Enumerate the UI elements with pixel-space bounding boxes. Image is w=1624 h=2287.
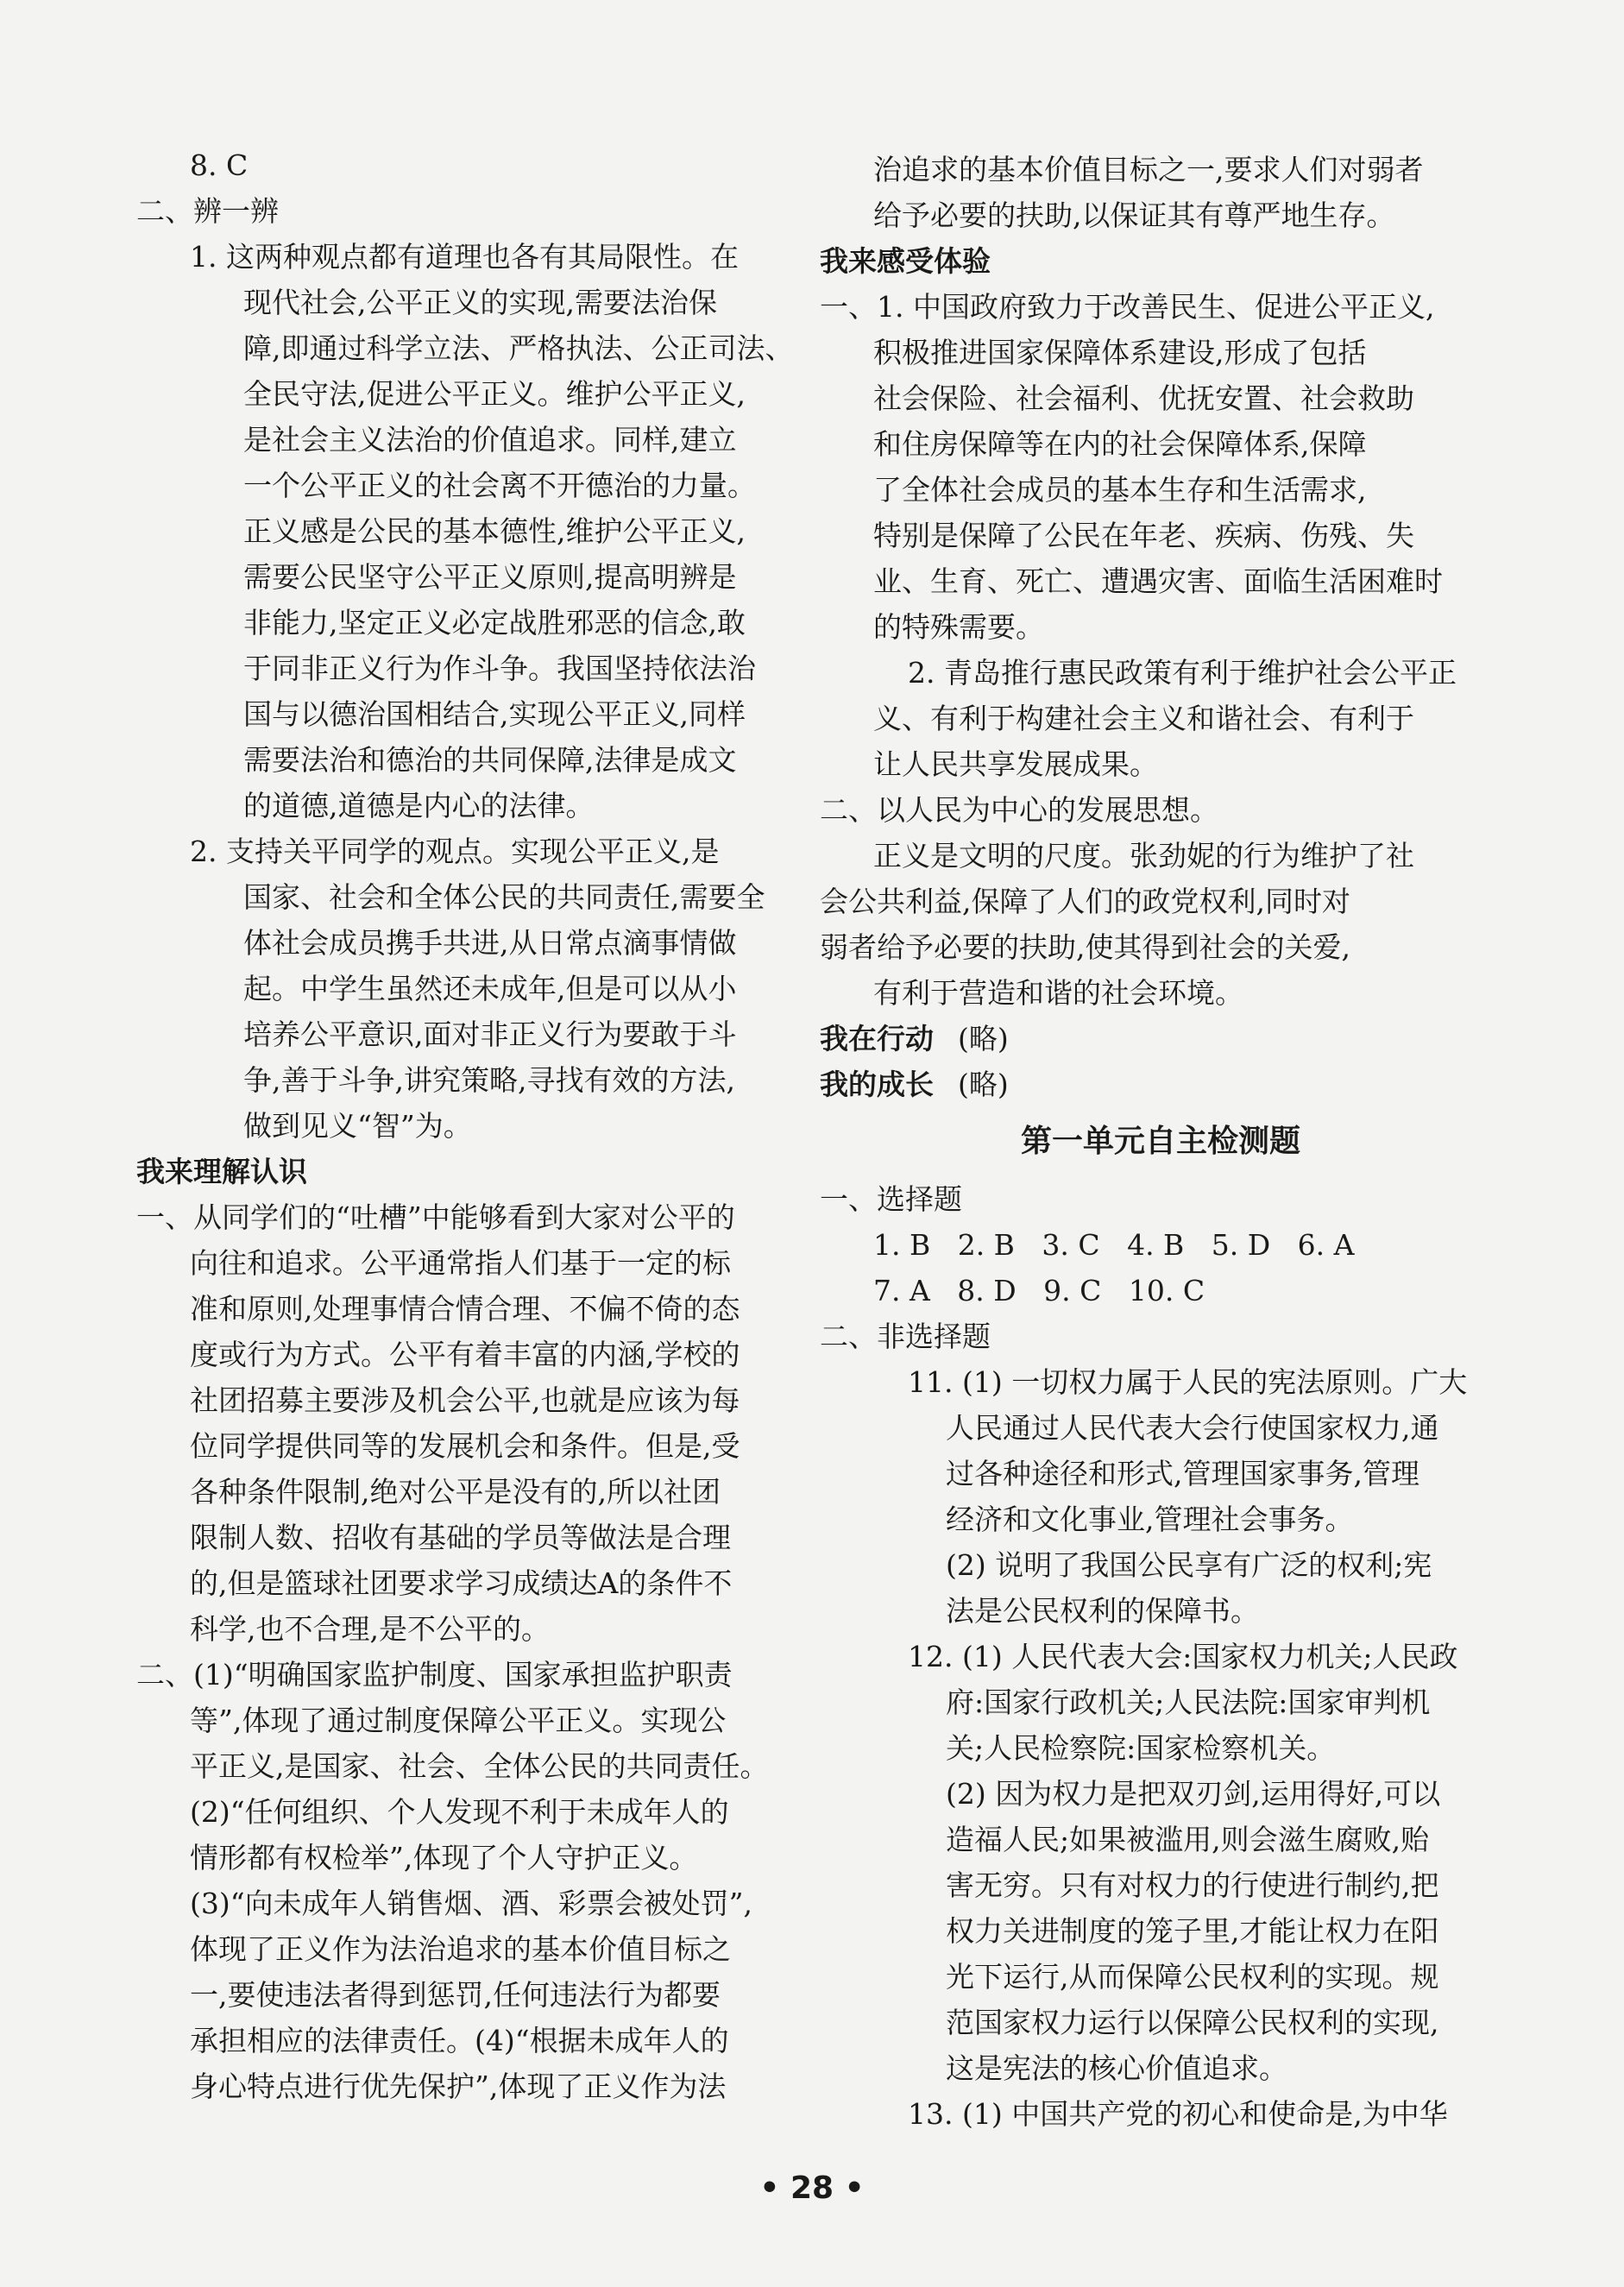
text-line [136,1698,818,1743]
text-line [820,1405,1501,1451]
line-text: 情形都有权检举”,体现了个人守护正义。 [190,1841,698,1874]
line-text: 特别是保障了公民在年老、疾病、伤残、失 [873,519,1414,552]
line-text: 义、有利于构建社会主义和谐社会、有利于 [873,702,1414,735]
text-line [136,1789,818,1835]
text-line [136,463,818,508]
line-text: 8. C [190,148,249,182]
line-text: (2) 说明了我国公民享有广泛的权利;宪 [946,1548,1432,1582]
text-line [820,1222,1501,1268]
text-line [136,1240,818,1286]
line-text: 过各种途径和形式,管理国家事务,管理 [946,1457,1419,1490]
text-line [136,1560,818,1606]
text-line [820,1542,1501,1588]
text-line [820,1634,1501,1679]
text-line [136,874,818,920]
line-text: 非能力,坚定正义必定战胜邪恶的信念,敢 [243,606,746,639]
line-text: 现代社会,公平正义的实现,需要法治保 [243,286,717,319]
text-line [136,234,818,280]
heading-text: 我来理解认识 [136,1155,307,1188]
text-line [820,833,1501,879]
text-line [136,1103,818,1149]
text-line [820,192,1501,238]
text-line [820,1496,1501,1542]
line-text: 承担相应的法律责任。(4)“根据未成年人的 [190,2024,729,2057]
line-text: 做到见义“智”为。 [243,1109,472,1143]
text-line [136,554,818,600]
text-line [820,147,1501,192]
line-text: 等”,体现了通过制度保障公平正义。实现公 [190,1704,727,1737]
line-text: 给予必要的扶助,以保证其有尊严地生存。 [873,198,1395,232]
line-text: 经济和文化事业,管理社会事务。 [946,1503,1354,1536]
text-line [820,2045,1501,2091]
section-title-text: 第一单元自主检测题 [1020,1124,1300,1159]
text-line [136,1194,818,1240]
line-text: 身心特点进行优先保护”,体现了正义作为法 [190,2070,727,2103]
text-line [820,421,1501,467]
text-line [136,966,818,1011]
text-line [136,920,818,966]
text-line [820,970,1501,1016]
heading-text: 我来感受体验 [820,244,991,278]
line-text: 府:国家行政机关;人民法院:国家审判机 [946,1685,1431,1719]
text-line [820,467,1501,513]
line-text: 业、生育、死亡、遭遇灾害、面临生活困难时 [873,564,1443,598]
text-line [820,284,1501,330]
line-text: 一、选择题 [820,1182,962,1216]
line-text: 弱者给予必要的扶助,使其得到社会的关爱, [820,930,1350,964]
line-text: 二、(1)“明确国家监护制度、国家承担监护职责 [136,1658,733,1692]
line-text: 一个公平正义的社会离不开德治的力量。 [243,469,756,502]
text-line [136,600,818,646]
text-line [136,1881,818,1926]
line-text: 二、以人民为中心的发展思想。 [820,793,1218,827]
line-text: 7. A 8. D 9. C 10. C [873,1274,1205,1307]
line-text: 培养公平意识,面对非正义行为要敢于斗 [243,1017,737,1051]
line-text: 国家、社会和全体公民的共同责任,需要全 [243,880,765,914]
text-line [820,1908,1501,1954]
text-line [136,508,818,554]
line-text: 权力关进制度的笼子里,才能让权力在阳 [946,1914,1439,1948]
line-text: 度或行为方式。公平有着丰富的内涵,学校的 [190,1338,740,1371]
heading-text: 我在行动 [820,1022,934,1055]
text-line [820,1359,1501,1405]
line-text: 科学,也不合理,是不公平的。 [190,1612,550,1646]
line-text: 光下运行,从而保障公民权利的实现。规 [946,1960,1439,1994]
line-text: 国与以德治国相结合,实现公平正义,同样 [243,697,746,731]
line-text: 2. 青岛推行惠民政策有利于维护社会公平正 [908,656,1457,690]
line-text: 害无穷。只有对权力的行使进行制约,把 [946,1868,1439,1902]
text-line [820,558,1501,604]
section-heading [820,238,1501,284]
line-text: 体现了正义作为法治追求的基本价值目标之 [190,1932,731,1966]
text-line [136,1606,818,1652]
text-line [820,1771,1501,1817]
text-line [820,787,1501,833]
line-text: 一,要使违法者得到惩罚,任何违法行为都要 [190,1978,721,2012]
text-line [820,513,1501,558]
text-line [136,828,818,874]
text-line [136,737,818,783]
text-line [820,741,1501,787]
section-heading [820,1062,1501,1107]
line-text: 争,善于斗争,讲究策略,寻找有效的方法, [243,1063,735,1097]
text-line [136,646,818,691]
text-line [820,696,1501,741]
text-line [820,1176,1501,1222]
text-line [820,879,1501,924]
text-line [136,1332,818,1377]
line-text: 有利于营造和谐的社会环境。 [873,976,1243,1010]
line-text: 2. 支持关平同学的观点。实现公平正义,是 [190,835,720,868]
text-line [136,1057,818,1103]
text-line [820,2091,1501,2137]
line-text: 积极推进国家保障体系建设,形成了包括 [873,336,1367,369]
text-line [820,375,1501,421]
text-line [136,1423,818,1469]
right-column [820,147,1501,2137]
line-text: 起。中学生虽然还未成年,但是可以从小 [243,972,737,1005]
text-line [136,1835,818,1881]
line-text: (3)“向未成年人销售烟、酒、彩票会被处罚”, [190,1887,752,1920]
text-line [136,1743,818,1789]
text-line [820,1314,1501,1359]
line-text: 一、1. 中国政府致力于改善民生、促进公平正义, [820,290,1435,324]
omitted-note: (略) [958,1068,1009,1101]
text-line [136,1286,818,1332]
line-text: 范国家权力运行以保障公民权利的实现, [946,2006,1439,2039]
line-text: 体社会成员携手共进,从日常点滴事情做 [243,926,737,960]
line-text: 全民守法,促进公平正义。维护公平正义, [243,377,746,411]
text-line [136,1377,818,1423]
text-line [136,1011,818,1057]
section-heading [136,1149,818,1194]
text-line [136,142,818,188]
line-text: 治追求的基本价值目标之一,要求人们对弱者 [873,153,1424,186]
line-text: 准和原则,处理事情合情合理、不偏不倚的态 [190,1292,740,1326]
text-line [136,1972,818,2018]
line-text: 让人民共享发展成果。 [873,747,1158,781]
text-line [136,417,818,463]
line-text: 平正义,是国家、社会、全体公民的共同责任。 [190,1749,769,1783]
section-heading [820,1016,1501,1062]
text-line [136,1515,818,1560]
text-line [136,371,818,417]
text-line [820,1588,1501,1634]
line-text: 向往和追求。公平通常指人们基于一定的标 [190,1246,731,1280]
line-text: 人民通过人民代表大会行使国家权力,通 [946,1411,1439,1445]
line-text: 需要公民坚守公平正义原则,提高明辨是 [243,560,737,594]
line-text: 正义感是公民的基本德性,维护公平正义, [243,514,746,548]
line-text: 限制人数、招收有基础的学员等做法是合理 [190,1521,731,1554]
page-number: • 28 • [759,2170,865,2206]
line-text: (2) 因为权力是把双刃剑,运用得好,可以 [946,1777,1441,1811]
line-text: 法是公民权利的保障书。 [946,1594,1259,1628]
line-text: 造福人民;如果被滥用,则会滋生腐败,贻 [946,1823,1430,1856]
text-line [820,1862,1501,1908]
text-line [136,1652,818,1698]
text-line [820,924,1501,970]
line-text: 的特殊需要。 [873,610,1044,644]
line-text: 的道德,道德是内心的法律。 [243,789,595,822]
text-line [820,650,1501,696]
text-line [820,330,1501,375]
text-line [820,1679,1501,1725]
text-line [820,1725,1501,1771]
line-text: 各种条件限制,绝对公平是没有的,所以社团 [190,1475,721,1509]
text-line [820,2000,1501,2045]
line-text: 于同非正义行为作斗争。我国坚持依法治 [243,652,756,685]
text-line [136,1469,818,1515]
line-text: (2)“任何组织、个人发现不利于未成年人的 [190,1795,729,1829]
line-text: 11. (1) 一切权力属于人民的宪法原则。广大 [908,1365,1468,1399]
line-text: 会公共利益,保障了人们的政党权利,同时对 [820,885,1350,918]
text-line [136,2018,818,2063]
line-text: 1. 这两种观点都有道理也各有其局限性。在 [190,240,739,274]
line-text: 一、从同学们的“吐槽”中能够看到大家对公平的 [136,1200,735,1234]
line-text: 社会保险、社会福利、优抚安置、社会救助 [873,381,1414,415]
line-text: 二、辨一辨 [136,194,279,228]
text-line [820,604,1501,650]
left-column [136,142,818,2109]
line-text: 关;人民检察院:国家检察机关。 [946,1731,1336,1765]
text-line [820,1451,1501,1496]
line-text: 和住房保障等在内的社会保障体系,保障 [873,427,1367,461]
text-line [136,1926,818,1972]
text-line [820,1268,1501,1314]
heading-text: 我的成长 [820,1068,934,1101]
line-text: 了全体社会成员的基本生存和生活需求, [873,473,1367,507]
section-title [820,1107,1501,1176]
text-line [136,783,818,828]
omitted-note: (略) [958,1022,1009,1055]
text-line [820,1817,1501,1862]
line-text: 正义是文明的尺度。张劲妮的行为维护了社 [873,839,1414,873]
text-line [136,325,818,371]
line-text: 的,但是篮球社团要求学习成绩达A的条件不 [190,1566,733,1600]
line-text: 12. (1) 人民代表大会:国家权力机关;人民政 [908,1640,1458,1673]
text-line [136,691,818,737]
text-line [136,188,818,234]
text-line [136,280,818,325]
text-line [136,2063,818,2109]
line-text: 需要法治和德治的共同保障,法律是成文 [243,743,737,777]
line-text: 位同学提供同等的发展机会和条件。但是,受 [190,1429,740,1463]
line-text: 这是宪法的核心价值追求。 [946,2051,1287,2085]
line-text: 社团招募主要涉及机会公平,也就是应该为每 [190,1383,740,1417]
line-text: 二、非选择题 [820,1320,991,1353]
line-text: 1. B 2. B 3. C 4. B 5. D 6. A [873,1228,1355,1262]
line-text: 13. (1) 中国共产党的初心和使命是,为中华 [908,2097,1448,2131]
line-text: 障,即通过科学立法、严格执法、公正司法、 [243,331,794,365]
text-line [820,1954,1501,2000]
line-text: 是社会主义法治的价值追求。同样,建立 [243,423,737,457]
